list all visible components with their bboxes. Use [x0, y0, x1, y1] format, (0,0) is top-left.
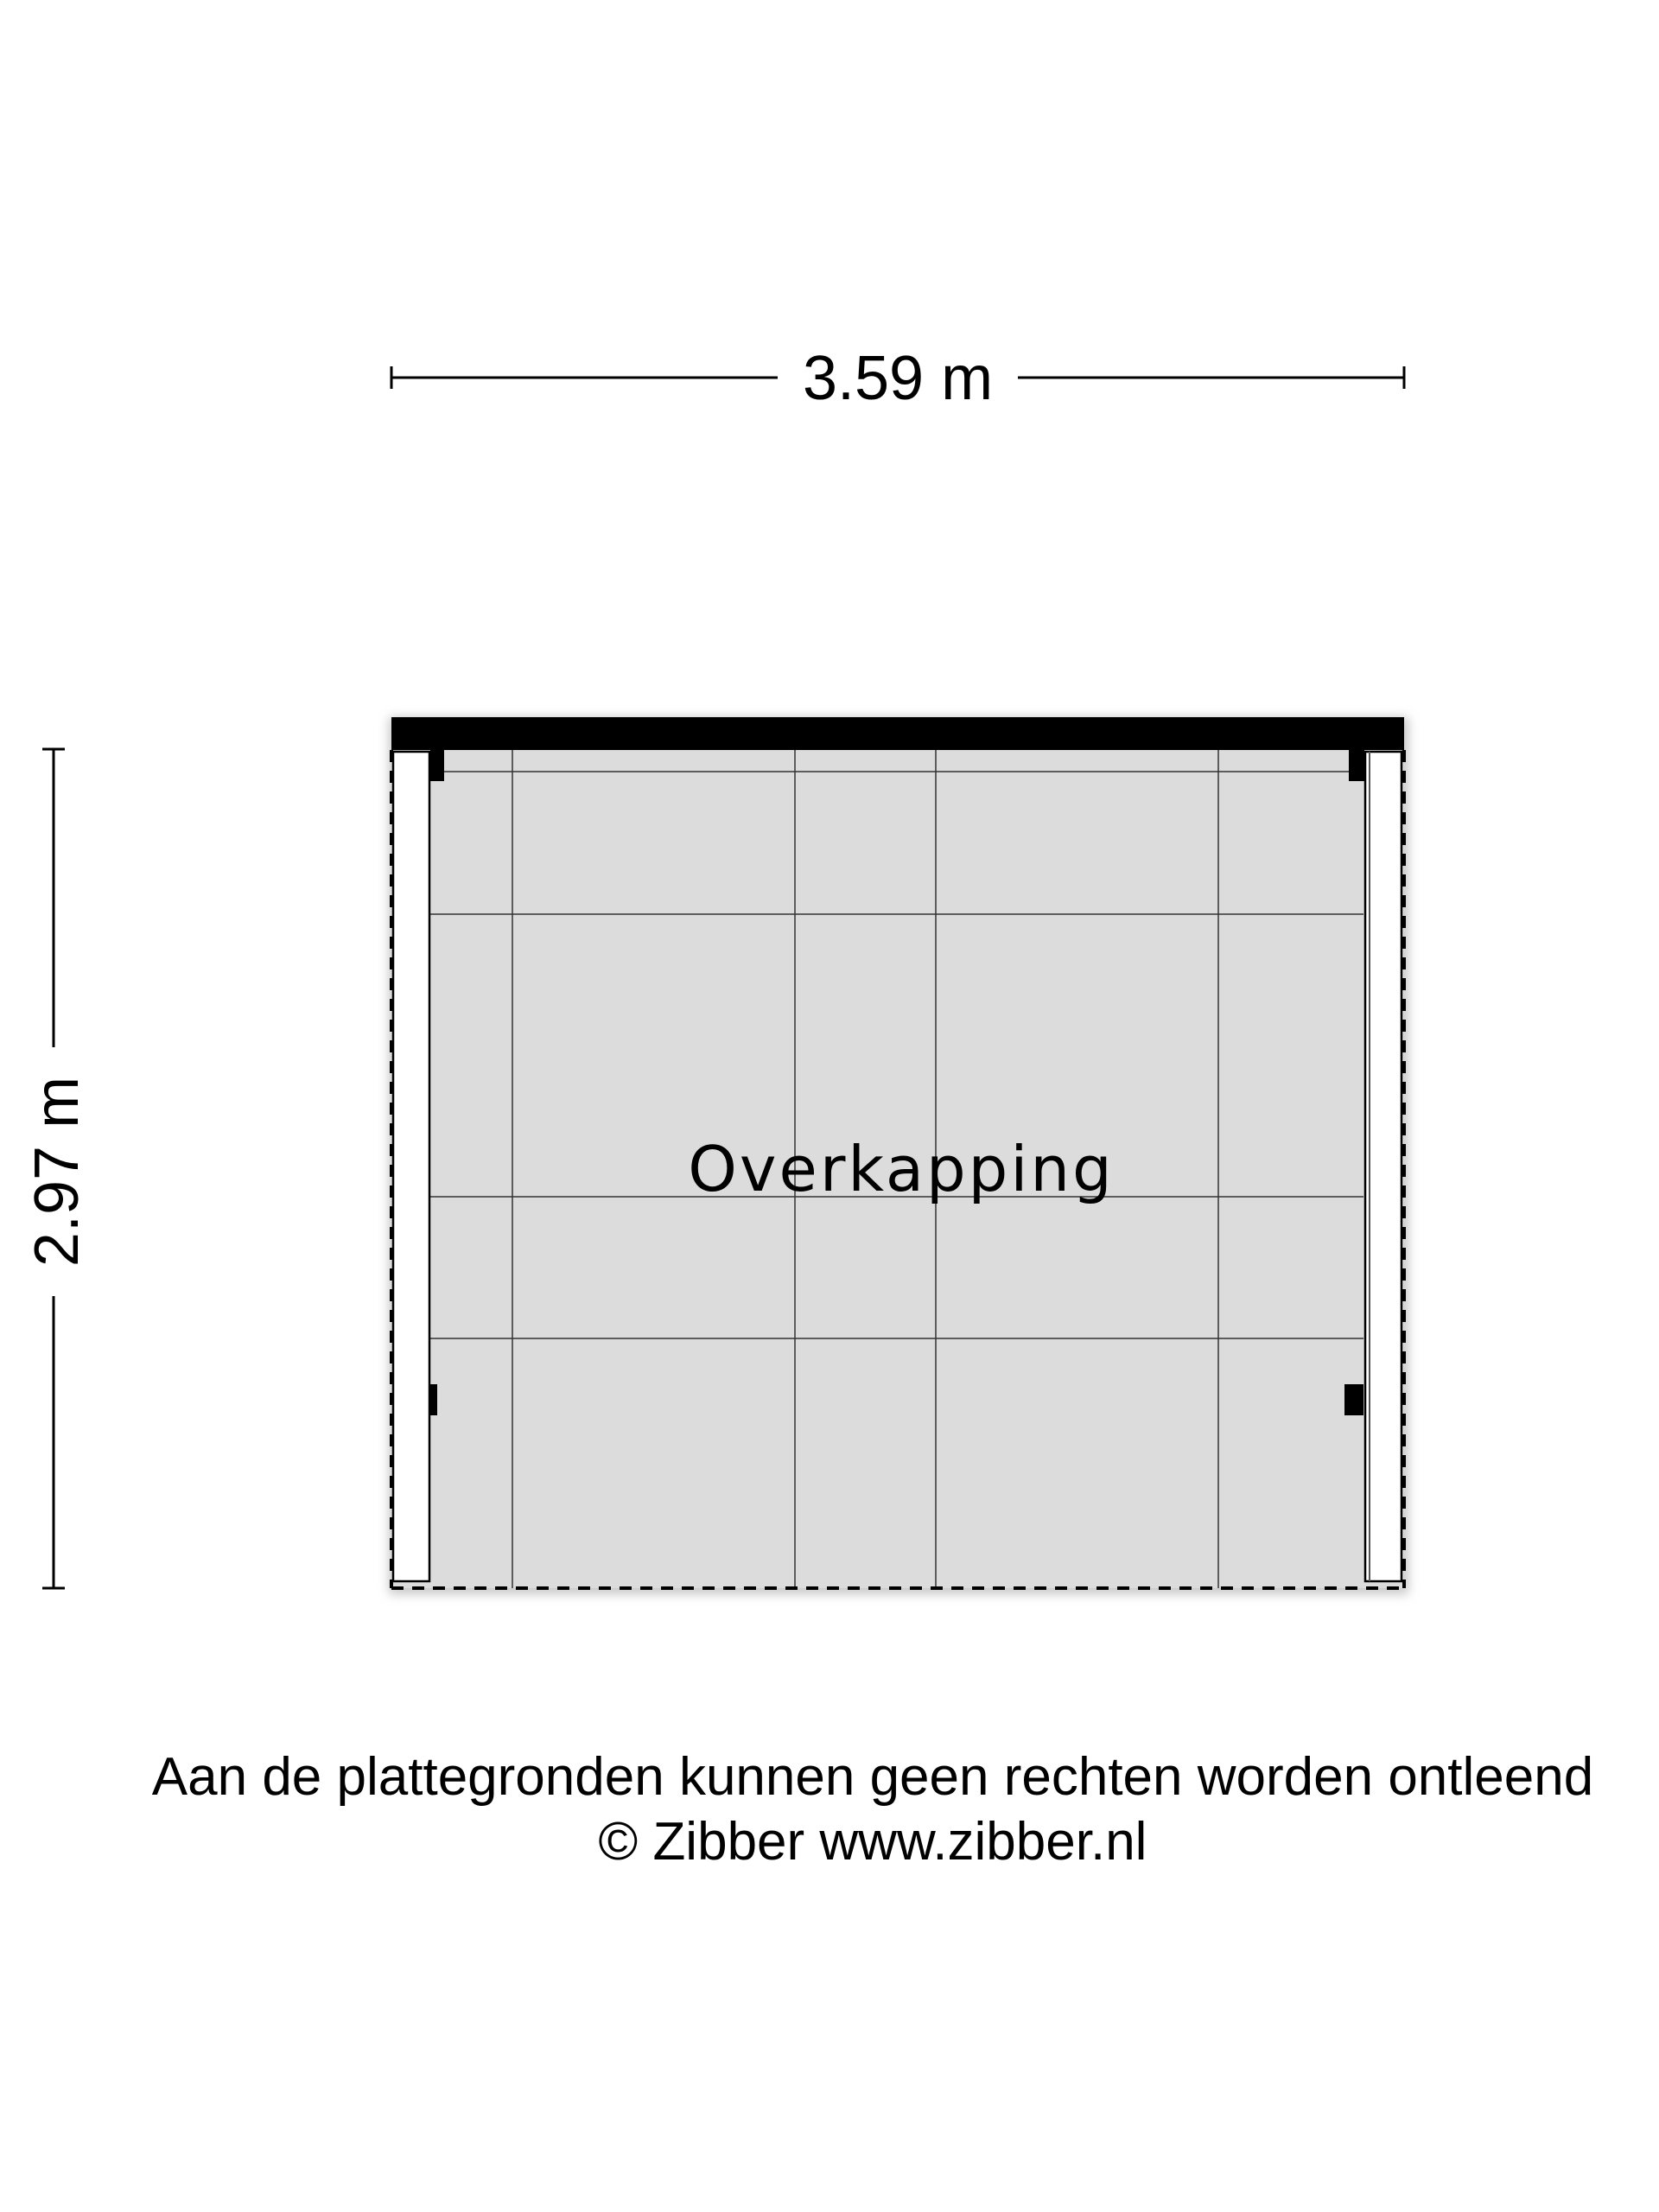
post-top-left: [430, 750, 444, 781]
height-dimension: [22, 749, 92, 1588]
copyright-text: © Zibber www.zibber.nl: [598, 1812, 1147, 1872]
post-bottom-right: [1344, 1384, 1363, 1415]
post-bottom-left: [430, 1384, 437, 1415]
room-label: Overkapping: [688, 1133, 1115, 1205]
right-side-panel: [1365, 752, 1402, 1581]
left-side-panel: [393, 752, 429, 1581]
post-top-right: [1349, 750, 1364, 781]
back-wall: [391, 717, 1404, 750]
width-dimension-label: 3.59 m: [802, 344, 994, 413]
height-dimension-label: 2.97 m: [22, 1076, 92, 1268]
width-dimension: [391, 344, 1404, 413]
disclaimer-text: Aan de plattegronden kunnen geen rechten worden ontleend: [151, 1747, 1594, 1807]
